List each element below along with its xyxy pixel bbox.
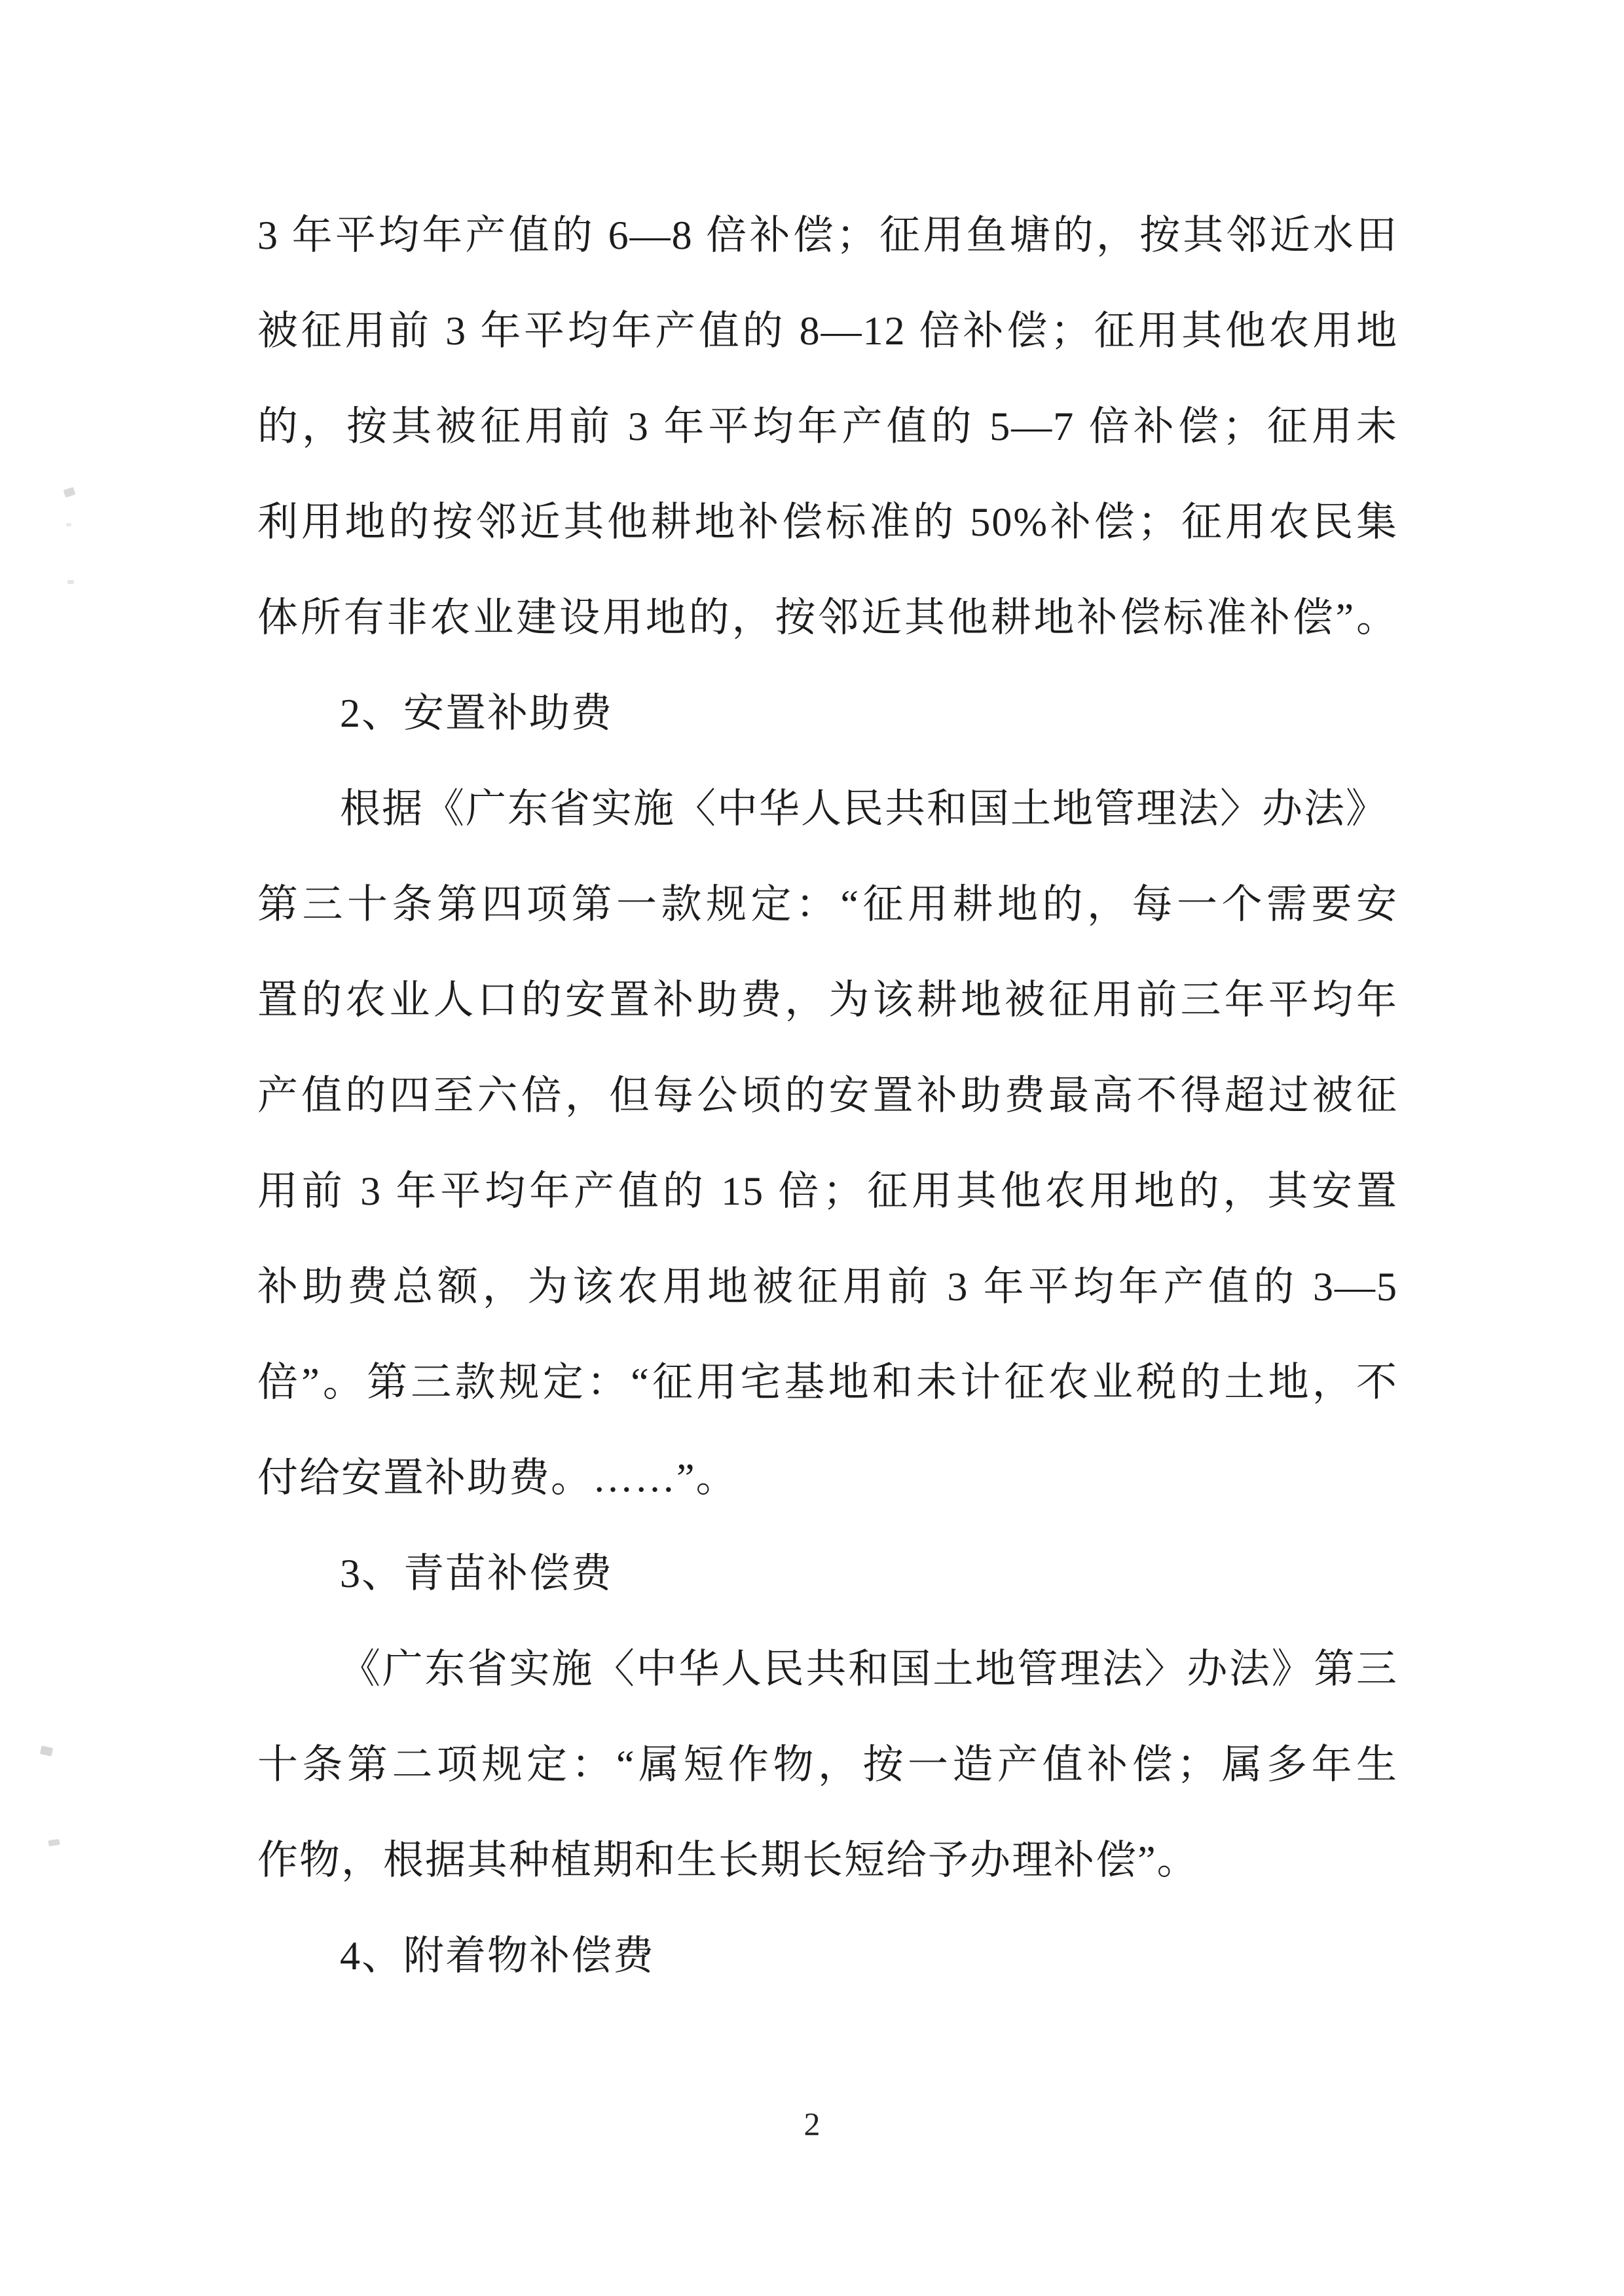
text-line-1: 3 年平均年产值的 6—8 倍补偿；征用鱼塘的，按其邻近水田 [257, 213, 1398, 258]
text-line-16: 《广东省实施〈中华人民共和国土地管理法〉办法》第三 [340, 1647, 1398, 1692]
text-line-7: 根据《广东省实施〈中华人民共和国土地管理法〉办法》 [340, 787, 1388, 831]
section-heading-3: 3、青苗补偿费 [340, 1552, 614, 1596]
text-line-5: 体所有非农业建设用地的，按邻近其他耕地补偿标准补偿”。 [257, 596, 1398, 640]
text-line-18: 作物，根据其种植期和生长期长短给予办理补偿”。 [257, 1838, 1199, 1883]
text-line-4: 利用地的按邻近其他耕地补偿标准的 50%补偿；征用农民集 [257, 500, 1398, 545]
text-line-3: 的，按其被征用前 3 年平均年产值的 5—7 倍补偿；征用未 [257, 405, 1398, 449]
text-line-13: 倍”。第三款规定：“征用宅基地和未计征农业税的土地，不 [257, 1360, 1398, 1405]
text-line-2: 被征用前 3 年平均年产值的 8—12 倍补偿；征用其他农用地 [257, 309, 1398, 354]
scan-speck [67, 580, 74, 584]
body-text [257, 188, 1398, 2004]
text-line-10: 产值的四至六倍，但每公顷的安置补助费最高不得超过被征 [257, 1074, 1398, 1118]
scan-speck [66, 523, 71, 526]
page-number: 2 [803, 2105, 821, 2142]
scan-speck [40, 1745, 53, 1756]
text-line-9: 置的农业人口的安置补助费，为该耕地被征用前三年平均年 [257, 978, 1398, 1023]
text-line-17: 十条第二项规定：“属短作物，按一造产值补偿；属多年生 [257, 1743, 1398, 1787]
text-line-11: 用前 3 年平均年产值的 15 倍；征用其他农用地的，其安置 [257, 1169, 1398, 1214]
scan-speck [48, 1839, 60, 1846]
scan-speck [64, 487, 76, 498]
section-heading-2: 2、安置补助费 [340, 691, 614, 736]
text-line-8: 第三十条第四项第一款规定：“征用耕地的，每一个需要安 [257, 883, 1398, 927]
text-line-14: 付给安置补助费。……”。 [257, 1456, 738, 1501]
section-heading-4: 4、附着物补偿费 [340, 1934, 655, 1978]
text-line-12: 补助费总额，为该农用地被征用前 3 年平均年产值的 3—5 [257, 1265, 1398, 1309]
